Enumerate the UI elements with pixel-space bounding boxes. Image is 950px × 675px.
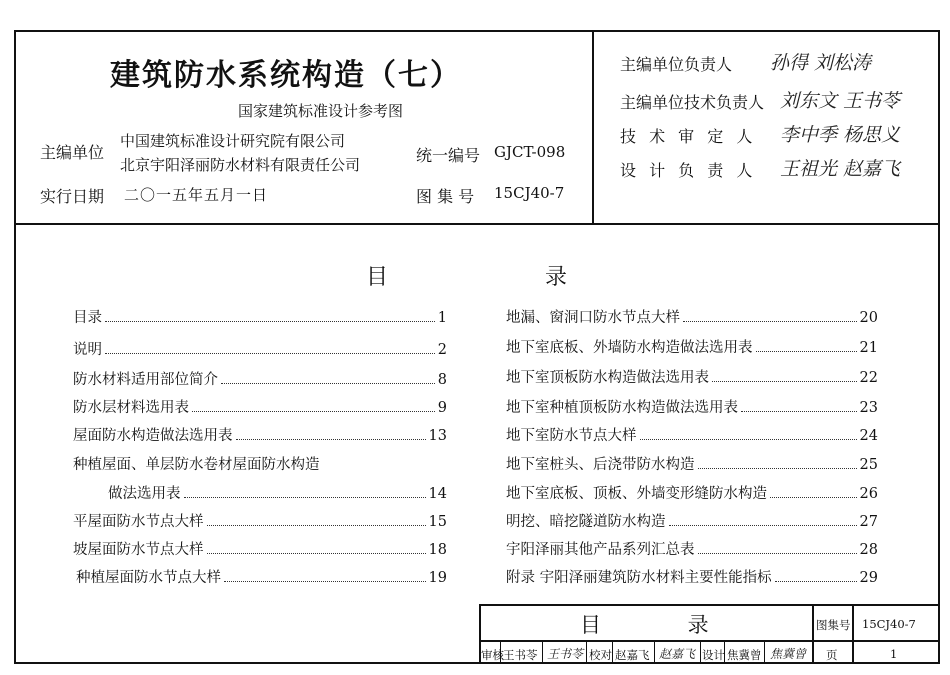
leader-dots	[207, 553, 426, 554]
leader-dots	[756, 351, 857, 352]
editor-unit-1: 中国建筑标准设计研究院有限公司	[120, 132, 346, 150]
review-signature: 王书苓	[547, 647, 584, 661]
toc-item-title: 明挖、暗挖隧道防水构造	[506, 514, 666, 530]
toc-item[interactable]	[73, 306, 447, 327]
toc-item-page: 27	[859, 514, 878, 530]
toc-item[interactable]	[506, 453, 878, 474]
header-divider	[14, 223, 940, 225]
toc-item[interactable]	[73, 396, 447, 417]
toc-item-title: 平屋面防水节点大样	[73, 514, 204, 530]
toc-item[interactable]	[506, 510, 878, 531]
toc-item-title: 目录	[73, 310, 102, 326]
toc-item-title: 说明	[73, 342, 102, 358]
check-signature: 赵嘉飞	[659, 647, 696, 661]
toc-item-title: 地下室种植顶板防水构造做法选用表	[506, 400, 738, 416]
toc-item[interactable]	[506, 566, 878, 587]
toc-item-title: 种植屋面防水节点大样	[76, 570, 221, 586]
page-value: 1	[890, 647, 898, 661]
title-block-vline	[612, 641, 613, 664]
toc-item[interactable]	[506, 336, 878, 357]
toc-item[interactable]	[506, 306, 878, 327]
toc-item-page: 18	[428, 542, 447, 558]
title-block-vline	[586, 641, 587, 664]
date-value: 二〇一五年五月一日	[124, 186, 269, 204]
toc-item-page: 21	[859, 340, 878, 356]
title-block-vline	[542, 641, 543, 664]
leader-dots	[669, 525, 857, 526]
check-label: 校对	[589, 648, 612, 662]
title-block-atlas-label: 图集号	[816, 618, 851, 632]
leader-dots	[224, 581, 426, 582]
title-block-vline	[654, 641, 655, 664]
title-block-vline	[852, 604, 854, 664]
toc-item-title: 防水材料适用部位简介	[73, 372, 218, 388]
review-name: 王书苓	[503, 648, 538, 662]
design-label: 设计	[702, 648, 725, 662]
leader-dots	[184, 497, 426, 498]
editor-label: 主编单位	[40, 143, 105, 162]
toc-item-page: 26	[859, 486, 878, 502]
leader-dots	[105, 321, 435, 322]
toc-item-page: 1	[437, 310, 447, 326]
toc-item[interactable]	[506, 366, 878, 387]
toc-item-page: 29	[859, 570, 878, 586]
leader-dots	[775, 581, 857, 582]
signature-2: 刘东文 王书苓	[780, 90, 901, 112]
toc-title: 目 录	[366, 265, 567, 290]
leader-dots	[192, 411, 435, 412]
signature-3: 李中季 杨思义	[780, 124, 901, 146]
date-label: 实行日期	[40, 187, 105, 206]
toc-item-page: 14	[428, 486, 447, 502]
toc-item-page: 23	[859, 400, 878, 416]
design-signature: 焦冀曾	[770, 647, 807, 661]
toc-item-page: 22	[859, 370, 878, 386]
title-block-hline	[479, 640, 940, 642]
check-name: 赵嘉飞	[615, 648, 650, 662]
title-block-name: 目 录	[580, 613, 709, 637]
toc-item[interactable]	[506, 396, 878, 417]
page-label: 页	[826, 648, 838, 662]
sig-label-3: 技 术 审 定 人	[620, 127, 757, 146]
title-block-vline	[700, 641, 701, 664]
toc-item-page: 15	[428, 514, 447, 530]
toc-item[interactable]	[73, 538, 447, 559]
main-title: 建筑防水系统构造（七）	[110, 58, 462, 93]
toc-item-page: 2	[437, 342, 447, 358]
toc-item-page: 19	[428, 570, 447, 586]
editor-unit-2: 北京宇阳泽丽防水材料有限责任公司	[120, 156, 361, 174]
toc-item-page: 25	[859, 457, 878, 473]
toc-item[interactable]	[73, 338, 447, 359]
toc-item[interactable]	[73, 368, 447, 389]
leader-dots	[698, 553, 857, 554]
toc-item-title: 坡屋面防水节点大样	[73, 542, 204, 558]
toc-item-page: 9	[437, 400, 447, 416]
toc-item-title: 地下室防水节点大样	[506, 428, 637, 444]
toc-item-title: 屋面防水构造做法选用表	[73, 428, 233, 444]
leader-dots	[105, 353, 435, 354]
signature-4: 王祖光 赵嘉飞	[780, 158, 901, 180]
toc-item-title: 地下室底板、顶板、外墙变形缝防水构造	[506, 486, 767, 502]
leader-dots	[712, 381, 857, 382]
subtitle: 国家建筑标准设计参考图	[238, 102, 404, 120]
toc-item[interactable]	[506, 482, 878, 503]
sig-label-4: 设 计 负 责 人	[620, 161, 757, 180]
toc-item[interactable]	[73, 424, 447, 445]
toc-item-page: 20	[859, 310, 878, 326]
serial-value: GJCT-098	[494, 143, 566, 161]
title-block-atlas-value: 15CJ40-7	[862, 617, 916, 631]
review-label: 审核	[481, 648, 504, 662]
atlas-label: 图 集 号	[416, 187, 475, 206]
toc-item-title: 种植屋面、单层防水卷材屋面防水构造	[73, 457, 320, 473]
toc-item[interactable]	[506, 424, 878, 445]
serial-label: 统一编号	[416, 146, 481, 165]
toc-item-title: 地下室顶板防水构造做法选用表	[506, 370, 709, 386]
leader-dots	[698, 468, 857, 469]
toc-item-title: 做法选用表	[108, 486, 181, 502]
toc-item-title: 地下室底板、外墙防水构造做法选用表	[506, 340, 753, 356]
title-block-vline	[812, 604, 814, 664]
signature-1: 孙得 刘松涛	[770, 52, 872, 74]
toc-item-title: 地下室桩头、后浇带防水构造	[506, 457, 695, 473]
leader-dots	[207, 525, 426, 526]
toc-item-title: 宇阳泽丽其他产品系列汇总表	[506, 542, 695, 558]
toc-item-title: 地漏、窗洞口防水节点大样	[506, 310, 680, 326]
title-block-vline	[764, 641, 765, 664]
toc-item-page: 24	[859, 428, 878, 444]
leader-dots	[640, 439, 857, 440]
sig-label-1: 主编单位负责人	[620, 55, 733, 74]
toc-item-title: 防水层材料选用表	[73, 400, 189, 416]
leader-dots	[236, 439, 426, 440]
toc-item[interactable]	[506, 538, 878, 559]
signature-divider	[592, 30, 594, 224]
toc-item-page: 13	[428, 428, 447, 444]
leader-dots	[221, 383, 435, 384]
sig-label-2: 主编单位技术负责人	[620, 93, 765, 112]
design-name: 焦冀曾	[727, 648, 762, 662]
leader-dots	[683, 321, 857, 322]
toc-item[interactable]	[108, 482, 447, 503]
toc-item[interactable]	[73, 453, 447, 474]
toc-item-page: 8	[437, 372, 447, 388]
leader-dots	[741, 411, 857, 412]
toc-item-page: 28	[859, 542, 878, 558]
atlas-value: 15CJ40-7	[494, 184, 565, 202]
toc-item-title: 附录 宇阳泽丽建筑防水材料主要性能指标	[506, 570, 772, 586]
toc-item[interactable]	[76, 566, 447, 587]
leader-dots	[770, 497, 857, 498]
toc-item[interactable]	[73, 510, 447, 531]
